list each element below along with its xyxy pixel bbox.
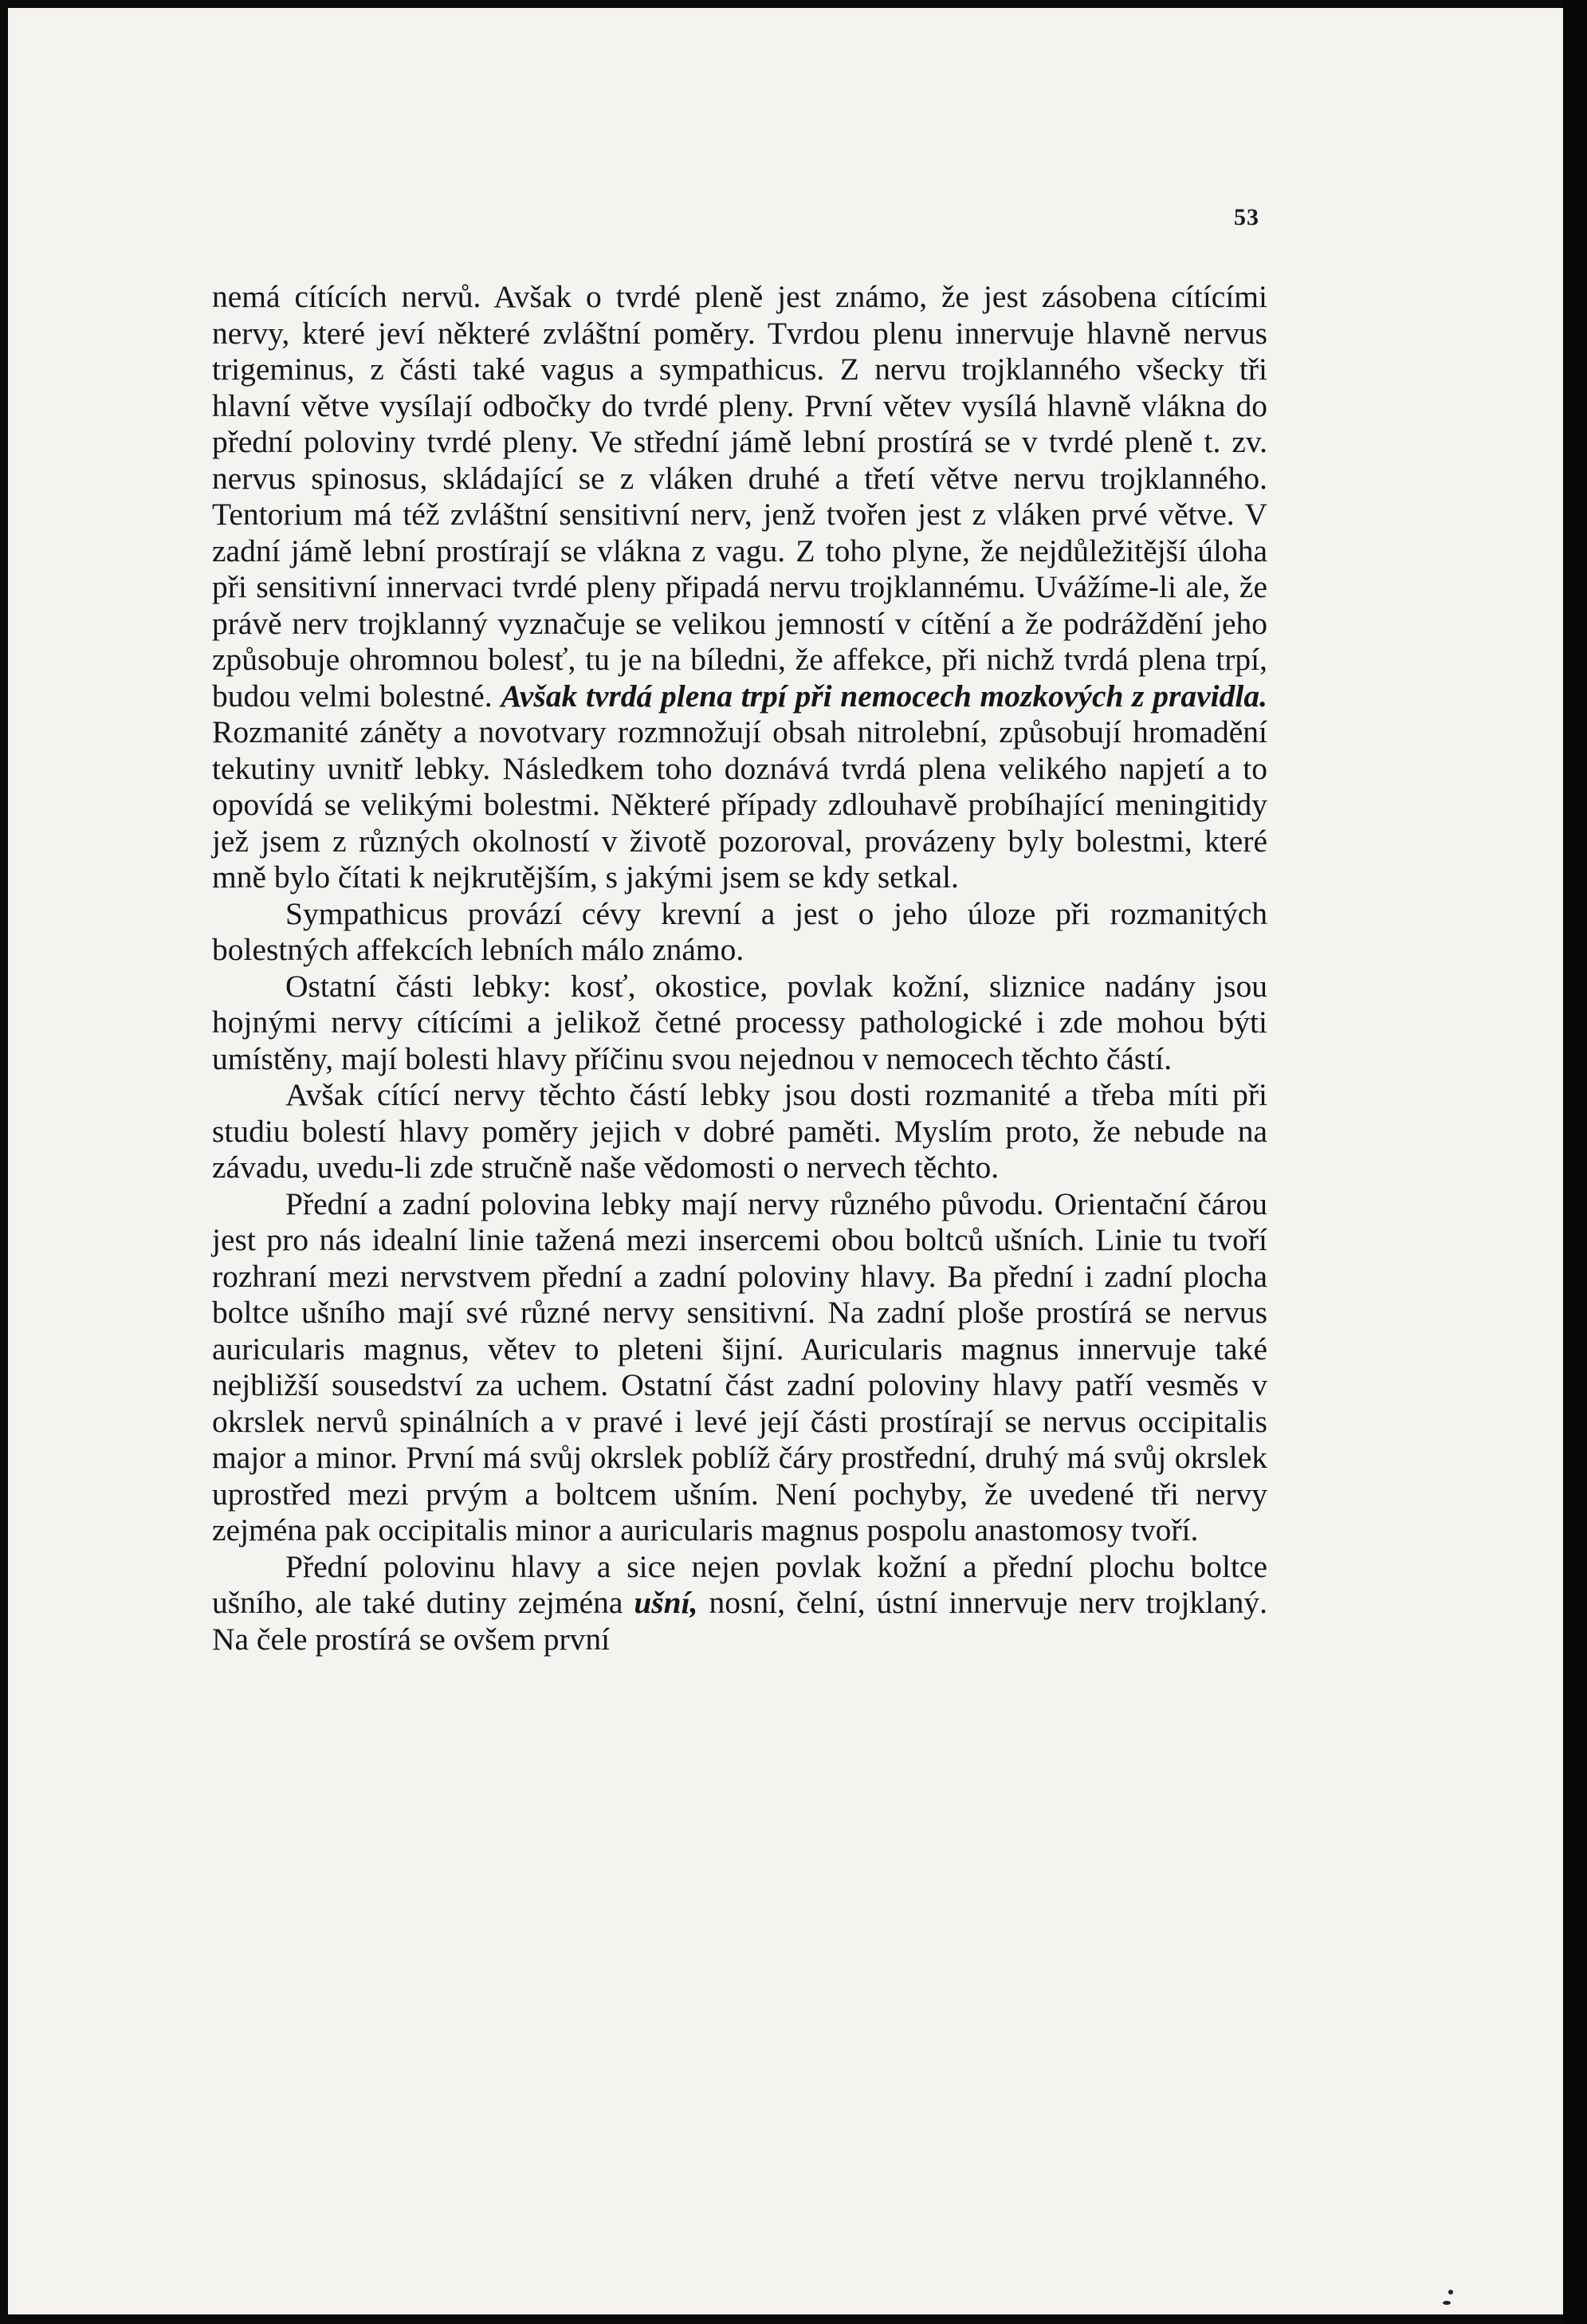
- paragraph-6-part-2: nosní, čelní, ústní innervuje nerv trojklaný. Na čele prostírá se ovšem první: [212, 1585, 1267, 1657]
- paragraph-1: [212, 279, 1267, 896]
- paragraph-1-emphasis: Avšak tvrdá plena trpí při nemocech mozkových z pravidla.: [501, 678, 1267, 714]
- print-speck: [1443, 2301, 1451, 2305]
- paragraph-5: Přední a zadní polovina lebky mají nervy různého původu. Orientační čárou jest pro nás idealní linie tažená mezi insercemi obou boltců ušních. Linie tu tvoří rozhraní mezi nervstvem přední a zadní poloviny hlavy. Ba přední i zadní plocha boltce ušního mají své různé nervy sensitivní. Na zadní ploše prostírá se nervus auricularis magnus, větev to pleteni šijní. Auricularis magnus innervuje také nejbližší sousedství za uchem. Ostatní část zadní poloviny hlavy patří vesměs v okrslek nervů spinálních a v pravé i levé její části prostírají se nervus occipitalis major a minor. První má svůj okrslek poblíž čáry prostřední, druhý má svůj okrslek uprostřed mezi prvým a boltcem ušním. Není pochyby, že uvedené tři nervy zejména pak occipitalis minor a auricularis magnus pospolu anastomosy tvoří.: [212, 1186, 1267, 1547]
- paragraph-1-part-1: nemá cítících nervů. Avšak o tvrdé pleně jest známo, že jest zásobena cítícími nervy, které jeví některé zvláštní poměry. Tvrdou plenu innervuje hlavně nervus trigeminus, z části také vagus a sympathicus. Z nervu trojklanného všecky tři hlavní větve vysílají odbočky do tvrdé pleny. První větev vysílá hlavně vlákna do přední poloviny tvrdé pleny. Ve střední jámě lební prostírá se v tvrdé pleně t. zv. nervus spinosus, skládající se z vláken druhé a třetí větve nervu trojklanného. Tentorium má též zvláštní sensitivní nerv, jenž tvořen jest z vláken prvé větve. V zadní jámě lební prostírají se vlákna z vagu. Z toho plyne, že nejdůležitější úloha při sensitivní innervaci tvrdé pleny připadá nervu trojklannému. Uvážíme-li ale, že právě nerv trojklanný vyznačuje se velikou jemností v cítění a že podráždění jeho způsobuje ohromnou bolesť, tu je na bíledni, že affekce, při nichž tvrdá plena trpí, budou velmi bolestné.: [212, 279, 1267, 714]
- page-number: 53: [1234, 204, 1259, 230]
- paragraph-2: Sympathicus provází cévy krevní a jest o jeho úloze při rozmanitých bolestných affekcích lebních málo známo.: [212, 895, 1267, 967]
- paragraph-6: [212, 1549, 1267, 1658]
- paragraph-4: Avšak cítící nervy těchto částí lebky jsou dosti rozmanité a třeba míti při studiu bolestí hlavy poměry jejich v dobré paměti. Myslím proto, že nebude na závadu, uvedu-li zde stručně naše vědomosti o nervech těchto.: [212, 1077, 1267, 1185]
- paragraph-1-part-2: Rozmanité záněty a novotvary rozmnožují obsah nitrolební, způsobují hromadění tekutiny uvnitř lebky. Následkem toho doznává tvrdá plena velikého napjetí a to opovídá se velikými bolestmi. Některé případy zdlouhavě probíhající meningitidy jež jsem z různých okolností v životě pozoroval, provázeny byly bolestmi, které mně bylo čítati k nejkrutějším, s jakými jsem se kdy setkal.: [212, 714, 1267, 895]
- paragraph-3: Ostatní části lebky: kosť, okostice, povlak kožní, sliznice nadány jsou hojnými nervy cítícími a jelikož četné processy pathologické i zde mohou býti umístěny, mají bolesti hlavy příčinu svou nejednou v nemocech těchto částí.: [212, 968, 1267, 1076]
- scan-edge: [1563, 0, 1587, 2324]
- book-page: [8, 8, 1563, 2314]
- paragraph-6-part-1: Přední polovinu hlavy a sice nejen povlak kožní a přední plochu boltce ušního, ale také dutiny zejména: [212, 1548, 1267, 1620]
- paragraph-6-emphasis: ušní,: [634, 1585, 698, 1620]
- print-speck: [1448, 2290, 1453, 2295]
- body-text: [212, 279, 1267, 1657]
